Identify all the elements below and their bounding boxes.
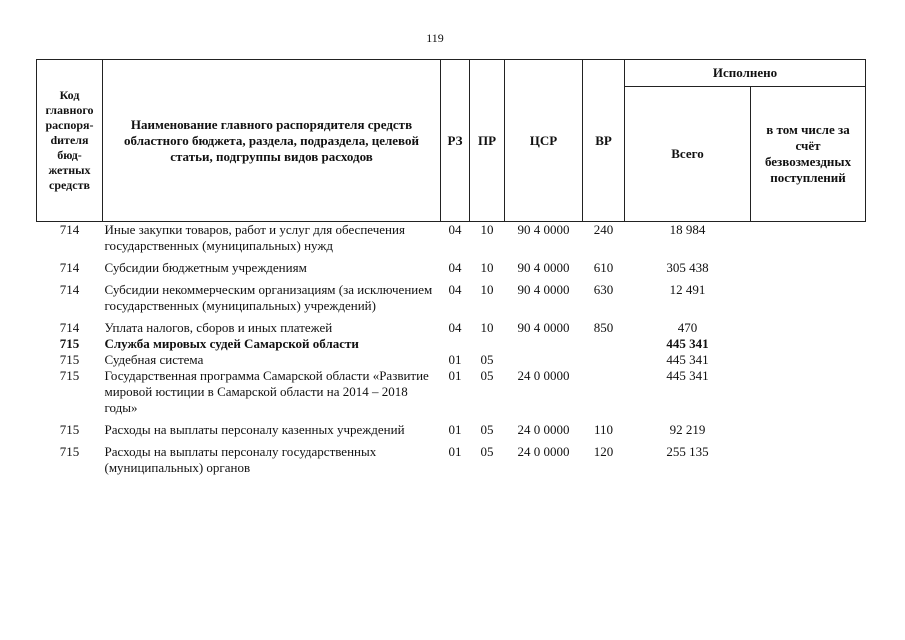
- row-vr: 120: [593, 444, 614, 459]
- row-pr: 10: [480, 260, 494, 275]
- row-csr: 90 4 0000: [517, 282, 570, 297]
- row-code: 714: [59, 282, 80, 297]
- row-rz: 01: [448, 352, 462, 367]
- header-code: Код главного распоряdителя бюджетных средств: [37, 60, 103, 222]
- row-pr: 10: [480, 320, 494, 335]
- row-code: 715: [59, 422, 80, 437]
- row-vr: 630: [593, 282, 614, 297]
- row-incl: [751, 314, 866, 336]
- row-pr: 10: [480, 222, 494, 237]
- row-name: Государственная программа Самарской области «Развитие мировой юстиции в Самарской области на 2014 – 2018 годы»: [104, 368, 429, 415]
- row-name: Иные закупки товаров, работ и услуг для обеспечения государственных (муниципальных) нужд: [104, 222, 405, 253]
- table-row: [37, 254, 866, 276]
- row-name: Субсидии некоммерческим организациям (за исключением государственных (муниципальных) учреждений): [104, 282, 433, 313]
- row-rz: [441, 336, 470, 352]
- row-name: Расходы на выплаты персоналу казенных учреждений: [104, 422, 405, 437]
- header-csr: ЦСР: [505, 60, 583, 222]
- row-rz: 01: [448, 368, 462, 383]
- row-csr: 24 0 0000: [517, 422, 570, 437]
- row-total: 445 341: [666, 352, 709, 367]
- header-executed: Исполнено: [625, 60, 866, 87]
- table-row: [37, 438, 866, 476]
- row-rz: 01: [448, 444, 462, 459]
- row-rz: 04: [448, 222, 462, 237]
- table-row: [37, 276, 866, 314]
- table-header: [37, 60, 866, 222]
- row-total: 445 341: [666, 368, 709, 383]
- row-total: 12 491: [669, 282, 706, 297]
- row-total: 18 984: [669, 222, 706, 237]
- row-code: 714: [59, 222, 80, 237]
- row-code: 715: [59, 336, 80, 351]
- row-incl: [751, 254, 866, 276]
- row-rz: 04: [448, 260, 462, 275]
- row-vr: 850: [593, 320, 614, 335]
- row-incl: [751, 352, 866, 368]
- row-pr: [470, 336, 505, 352]
- row-csr: [505, 352, 583, 368]
- row-total: 305 438: [666, 260, 709, 275]
- row-vr: 240: [593, 222, 614, 237]
- row-csr: 24 0 0000: [517, 368, 570, 383]
- row-vr: 110: [593, 422, 614, 437]
- row-rz: 04: [448, 320, 462, 335]
- row-incl: [751, 438, 866, 476]
- row-vr: [583, 352, 625, 368]
- row-pr: 05: [480, 444, 494, 459]
- row-incl: [751, 222, 866, 255]
- row-total: 470: [677, 320, 698, 335]
- row-name: Служба мировых судей Самарской области: [104, 336, 359, 351]
- row-vr: [583, 336, 625, 352]
- row-code: 714: [59, 320, 80, 335]
- row-csr: [505, 336, 583, 352]
- row-vr: [583, 368, 625, 416]
- header-vr: ВР: [583, 60, 625, 222]
- row-name: Судебная система: [104, 352, 204, 367]
- row-pr: 05: [480, 368, 494, 383]
- table-row: [37, 314, 866, 336]
- row-pr: 05: [480, 352, 494, 367]
- row-rz: 01: [448, 422, 462, 437]
- row-incl: [751, 276, 866, 314]
- row-total: 445 341: [666, 336, 709, 351]
- row-code: 715: [59, 368, 80, 383]
- header-name: Наименование главного распорядителя средств областного бюджета, раздела, подраздела, целевой статьи, подгруппы видов расходов: [103, 60, 441, 222]
- row-rz: 04: [448, 282, 462, 297]
- row-total: 255 135: [666, 444, 709, 459]
- header-incl-gratuitous: в том числе за счёт безвозмездных поступлений: [751, 87, 866, 222]
- row-incl: [751, 416, 866, 438]
- row-incl: [751, 368, 866, 416]
- table-body: [37, 222, 866, 477]
- table-row: [37, 416, 866, 438]
- table-row: [37, 336, 866, 352]
- row-name: Субсидии бюджетным учреждениям: [104, 260, 307, 275]
- header-pr: ПР: [470, 60, 505, 222]
- row-code: 715: [59, 444, 80, 459]
- row-pr: 05: [480, 422, 494, 437]
- table-row: [37, 222, 866, 255]
- row-code: 715: [59, 352, 80, 367]
- row-csr: 90 4 0000: [517, 222, 570, 237]
- row-total: 92 219: [669, 422, 706, 437]
- row-pr: 10: [480, 282, 494, 297]
- expenditure-table: [36, 59, 866, 476]
- page-number: 119: [426, 31, 444, 45]
- row-name: Расходы на выплаты персоналу государственных (муниципальных) органов: [104, 444, 377, 475]
- row-vr: 610: [593, 260, 614, 275]
- header-total: Всего: [625, 87, 751, 222]
- row-code: 714: [59, 260, 80, 275]
- row-incl: [751, 336, 866, 352]
- row-csr: 90 4 0000: [517, 320, 570, 335]
- header-rz: РЗ: [441, 60, 470, 222]
- table-row: [37, 368, 866, 416]
- row-csr: 90 4 0000: [517, 260, 570, 275]
- row-csr: 24 0 0000: [517, 444, 570, 459]
- row-name: Уплата налогов, сборов и иных платежей: [104, 320, 333, 335]
- table-row: [37, 352, 866, 368]
